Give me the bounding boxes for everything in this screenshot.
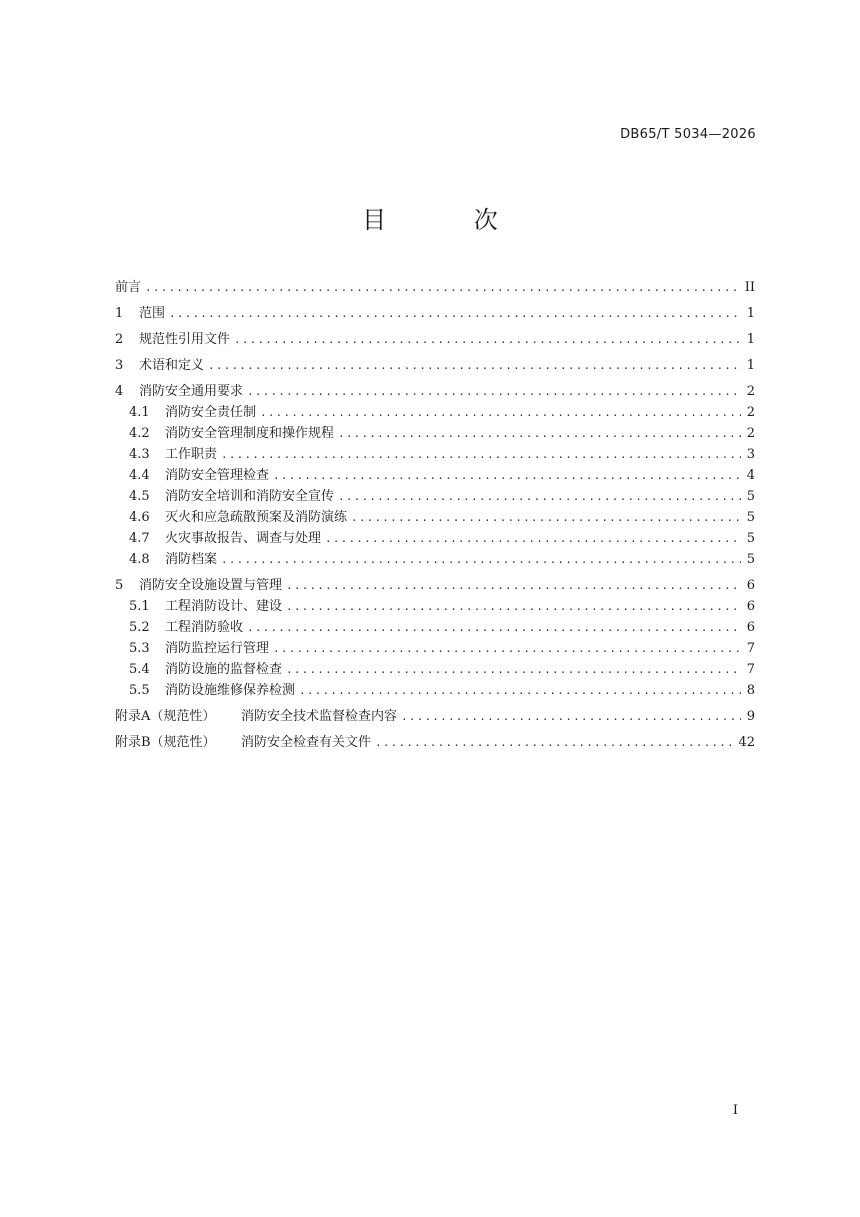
- toc-entry-label: [129, 659, 282, 680]
- toc-entry-number: 2: [115, 332, 124, 347]
- toc-entry-text: 范围: [139, 306, 166, 321]
- toc-entry-page: 5: [746, 489, 755, 504]
- toc-entry-number: 5.2: [129, 620, 150, 635]
- toc-entry-label: [129, 486, 334, 507]
- toc-entry[interactable]: [115, 596, 755, 617]
- table-of-contents: [115, 277, 755, 753]
- toc-entry-label: [129, 423, 334, 444]
- toc-entry-text: 火灾事故报告、调查与处理: [165, 531, 322, 546]
- toc-entry-page: 8: [746, 683, 755, 698]
- toc-leader-dots: [273, 465, 741, 486]
- toc-entry-page: 1: [746, 306, 755, 321]
- toc-entry-page: 6: [746, 620, 755, 635]
- toc-entry-label: [129, 596, 282, 617]
- toc-entry[interactable]: [115, 444, 755, 465]
- toc-entry-number: 4.3: [129, 447, 150, 462]
- toc-entry-page: 2: [746, 405, 755, 420]
- toc-entry-page: 42: [738, 735, 755, 750]
- toc-entry-number: 4.2: [129, 426, 150, 441]
- toc-leader-dots: [234, 329, 741, 350]
- toc-entry-number: 1: [115, 306, 124, 321]
- toc-entry[interactable]: [115, 355, 755, 376]
- toc-entry-label: [129, 444, 217, 465]
- toc-entry-text: 工程消防设计、建设: [165, 599, 283, 614]
- toc-entry-label: [115, 732, 371, 753]
- toc-entry-number: 3: [115, 358, 124, 373]
- toc-entry-page: 1: [746, 358, 755, 373]
- toc-entry[interactable]: [115, 381, 755, 402]
- toc-entry[interactable]: [115, 277, 755, 298]
- toc-entry[interactable]: [115, 732, 755, 753]
- toc-entry-page: 2: [746, 426, 755, 441]
- page-number: I: [732, 1103, 738, 1118]
- toc-entry[interactable]: [115, 617, 755, 638]
- toc-entry-text: 工作职责: [165, 447, 218, 462]
- toc-leader-dots: [286, 575, 741, 596]
- toc-entry-label: [129, 528, 321, 549]
- toc-leader-dots: [169, 303, 741, 324]
- toc-entry-label: [115, 706, 397, 727]
- toc-entry[interactable]: [115, 528, 755, 549]
- toc-entry[interactable]: [115, 423, 755, 444]
- toc-entry-number: 4.1: [129, 405, 150, 420]
- toc-entry-number: 4.6: [129, 510, 150, 525]
- toc-entry-number: 附录A（规范性）: [115, 709, 216, 724]
- toc-entry-number: 附录B（规范性）: [115, 735, 216, 750]
- toc-leader-dots: [247, 381, 741, 402]
- toc-entry[interactable]: [115, 680, 755, 701]
- standard-code: DB65/T 5034—2026: [620, 127, 756, 142]
- toc-entry[interactable]: [115, 507, 755, 528]
- toc-entry[interactable]: [115, 303, 755, 324]
- toc-entry-number: 4.5: [129, 489, 150, 504]
- toc-entry-page: 7: [746, 662, 755, 677]
- toc-entry-number: 5.4: [129, 662, 150, 677]
- toc-entry-page: 5: [746, 510, 755, 525]
- toc-entry-number: 4.7: [129, 531, 150, 546]
- toc-entry-text: 工程消防验收: [165, 620, 244, 635]
- toc-entry-label: [115, 277, 141, 298]
- toc-entry-page: 6: [746, 599, 755, 614]
- toc-entry-label: [115, 575, 282, 596]
- toc-entry[interactable]: [115, 549, 755, 570]
- toc-entry-label: [115, 355, 204, 376]
- toc-entry-text: 消防设施维修保养检测: [165, 683, 296, 698]
- toc-entry-label: [129, 549, 217, 570]
- toc-entry-number: 4: [115, 384, 124, 399]
- toc-leader-dots: [145, 277, 741, 298]
- toc-leader-dots: [260, 402, 741, 423]
- toc-entry-text: 消防安全管理检查: [165, 468, 270, 483]
- toc-entry-label: [115, 329, 230, 350]
- toc-entry-label: [115, 381, 243, 402]
- toc-entry-text: 消防监控运行管理: [165, 641, 270, 656]
- toc-entry-text: 消防档案: [165, 552, 218, 567]
- toc-entry-number: 5.1: [129, 599, 150, 614]
- toc-entry-text: 消防安全责任制: [165, 405, 257, 420]
- toc-entry-text: 消防安全设施设置与管理: [139, 578, 283, 593]
- toc-leader-dots: [375, 732, 734, 753]
- toc-leader-dots: [247, 617, 741, 638]
- toc-entry-label: [129, 680, 295, 701]
- toc-entry-number: 5.5: [129, 683, 150, 698]
- toc-entry[interactable]: [115, 329, 755, 350]
- toc-entry-text: 消防安全管理制度和操作规程: [165, 426, 335, 441]
- toc-entry-text: 消防安全通用要求: [139, 384, 244, 399]
- toc-leader-dots: [299, 680, 741, 701]
- toc-leader-dots: [325, 528, 741, 549]
- toc-entry-label: [129, 617, 243, 638]
- toc-entry[interactable]: [115, 638, 755, 659]
- toc-leader-dots: [208, 355, 741, 376]
- toc-entry[interactable]: [115, 402, 755, 423]
- toc-leader-dots: [286, 596, 741, 617]
- toc-leader-dots: [286, 659, 741, 680]
- toc-leader-dots: [338, 486, 741, 507]
- toc-entry-text: 规范性引用文件: [139, 332, 231, 347]
- page-title: 目 次: [362, 206, 538, 234]
- toc-entry-page: 7: [746, 641, 755, 656]
- toc-entry-label: [115, 303, 165, 324]
- toc-leader-dots: [401, 706, 741, 727]
- toc-entry-label: [129, 465, 269, 486]
- toc-entry-text: 消防安全培训和消防安全宣传: [165, 489, 335, 504]
- toc-entry-text: 前言: [115, 280, 142, 295]
- toc-entry-page: 9: [746, 709, 755, 724]
- toc-entry-text: 灭火和应急疏散预案及消防演练: [165, 510, 348, 525]
- toc-entry-page: 3: [746, 447, 755, 462]
- toc-entry-label: [129, 638, 269, 659]
- toc-entry-number: 5.3: [129, 641, 150, 656]
- toc-entry-text: 消防安全技术监督检查内容: [241, 709, 398, 724]
- toc-entry-text: 消防安全检查有关文件: [241, 735, 372, 750]
- toc-leader-dots: [351, 507, 741, 528]
- toc-entry-number: 4.4: [129, 468, 150, 483]
- toc-leader-dots: [338, 423, 741, 444]
- toc-entry-page: 5: [746, 531, 755, 546]
- toc-entry[interactable]: [115, 486, 755, 507]
- toc-entry-page: 2: [746, 384, 755, 399]
- toc-entry-number: 4.8: [129, 552, 150, 567]
- toc-entry-page: 1: [746, 332, 755, 347]
- toc-entry-number: 5: [115, 578, 124, 593]
- toc-entry[interactable]: [115, 659, 755, 680]
- toc-entry[interactable]: [115, 706, 755, 727]
- toc-leader-dots: [221, 549, 741, 570]
- toc-entry-page: 4: [746, 468, 755, 483]
- toc-entry[interactable]: [115, 465, 755, 486]
- toc-entry-label: [129, 507, 347, 528]
- toc-entry-page: II: [744, 280, 755, 295]
- toc-entry-page: 6: [746, 578, 755, 593]
- toc-leader-dots: [273, 638, 741, 659]
- toc-entry-text: 消防设施的监督检查: [165, 662, 283, 677]
- toc-entry[interactable]: [115, 575, 755, 596]
- toc-leader-dots: [221, 444, 741, 465]
- toc-entry-text: 术语和定义: [139, 358, 205, 373]
- toc-entry-page: 5: [746, 552, 755, 567]
- toc-entry-label: [129, 402, 256, 423]
